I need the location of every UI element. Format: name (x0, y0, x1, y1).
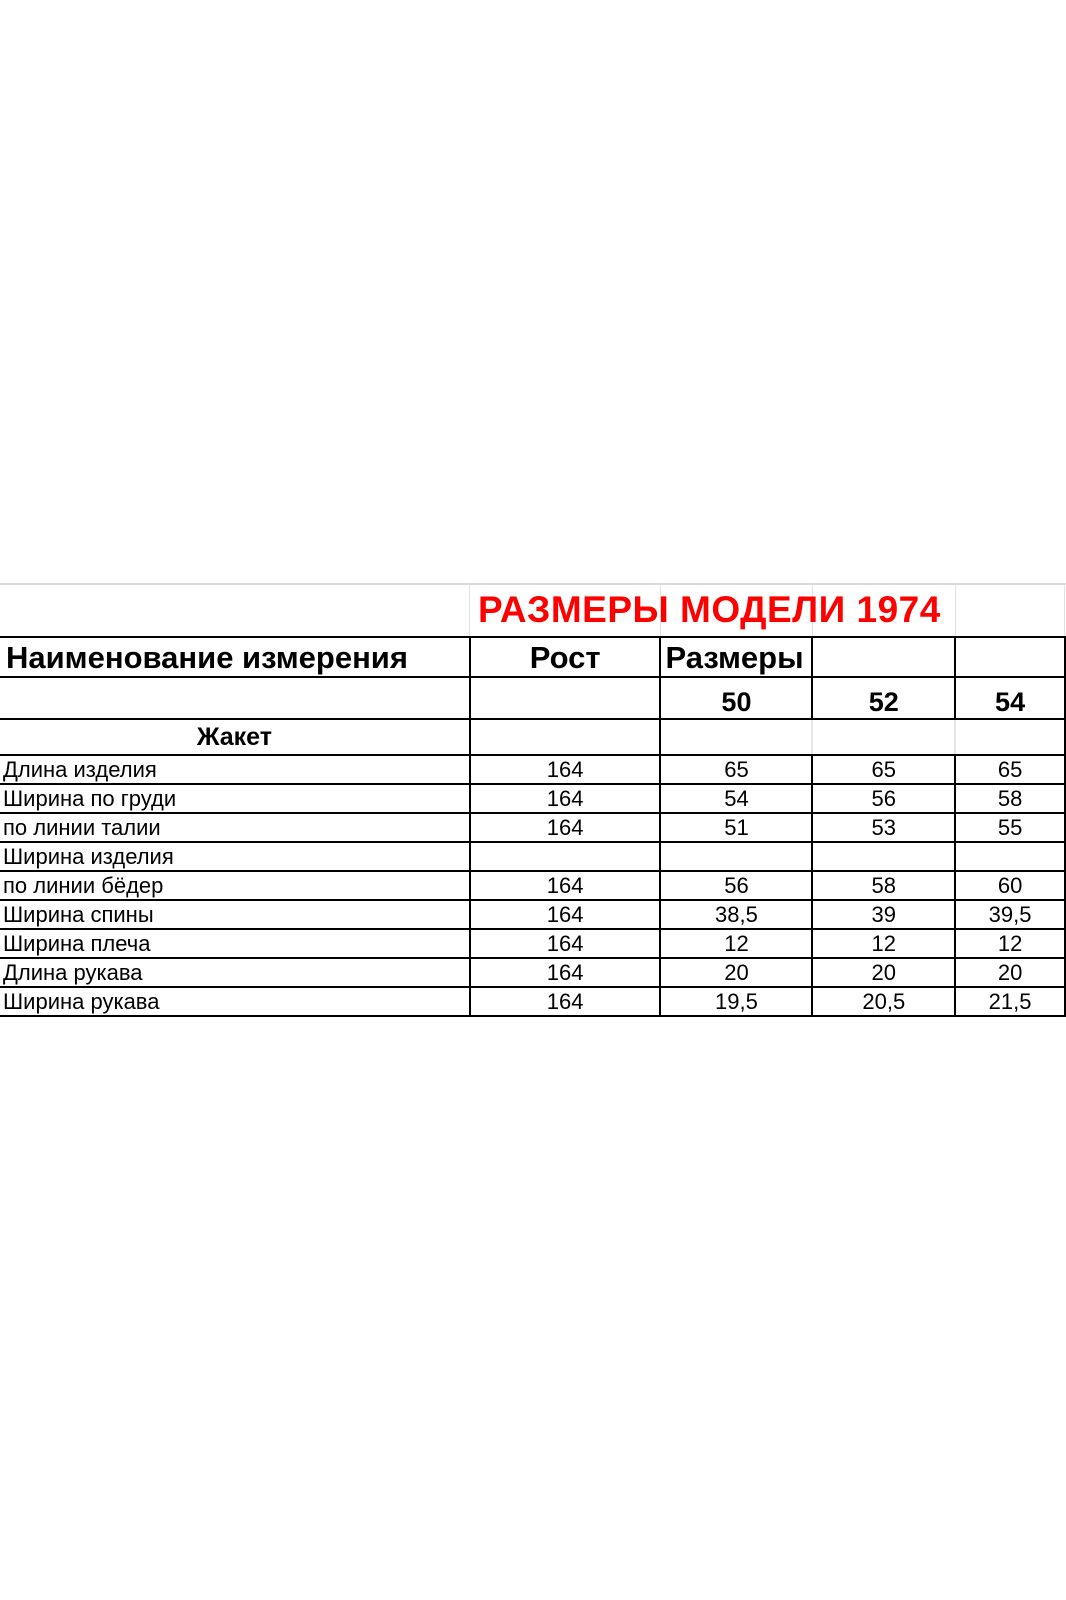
header-height: Рост (470, 637, 661, 677)
row-size-52: 65 (812, 755, 955, 784)
row-size-54: 58 (955, 784, 1065, 813)
table-row (0, 755, 1065, 784)
row-size-52: 20 (812, 958, 955, 987)
header-measurement: Наименование измерения (0, 637, 470, 677)
row-label: Длина изделия (0, 755, 470, 784)
grid-line (1064, 583, 1065, 639)
empty-cell (955, 719, 1065, 755)
row-size-50: 20 (660, 958, 812, 987)
table-row (0, 987, 1065, 1016)
table-row (0, 900, 1065, 929)
section-row (0, 719, 1065, 755)
row-size-50: 38,5 (660, 900, 812, 929)
row-size-52: 56 (812, 784, 955, 813)
row-label: по линии бёдер (0, 871, 470, 900)
row-size-50: 51 (660, 813, 812, 842)
row-height: 164 (470, 813, 661, 842)
row-height: 164 (470, 784, 661, 813)
data-rows (0, 755, 1065, 1016)
size-values-row (0, 677, 1065, 719)
row-size-54: 65 (955, 755, 1065, 784)
row-label: Ширина по груди (0, 784, 470, 813)
row-size-52: 53 (812, 813, 955, 842)
row-label: Ширина изделия (0, 842, 470, 871)
row-size-54: 55 (955, 813, 1065, 842)
row-size-54: 60 (955, 871, 1065, 900)
table-row (0, 871, 1065, 900)
table-row (0, 842, 1065, 871)
row-label: Длина рукава (0, 958, 470, 987)
header-sizes: Размеры (660, 637, 812, 677)
section-title: Жакет (0, 719, 470, 755)
size-52: 52 (812, 677, 955, 719)
row-height: 164 (470, 929, 661, 958)
row-height (470, 842, 661, 871)
table-row (0, 784, 1065, 813)
row-size-50: 56 (660, 871, 812, 900)
grid-top-line (0, 583, 1066, 585)
header-empty-cell (955, 637, 1065, 677)
row-label: Ширина плеча (0, 929, 470, 958)
row-size-50: 54 (660, 784, 812, 813)
row-size-54: 20 (955, 958, 1065, 987)
size-50: 50 (660, 677, 812, 719)
empty-cell (0, 677, 470, 719)
row-size-54: 39,5 (955, 900, 1065, 929)
page-title: РАЗМЕРЫ МОДЕЛИ 1974 (478, 589, 941, 630)
empty-cell (470, 677, 661, 719)
empty-cell (812, 719, 955, 755)
grid-line (955, 583, 956, 639)
row-size-54: 21,5 (955, 987, 1065, 1016)
header-empty-cell (812, 637, 955, 677)
row-height: 164 (470, 871, 661, 900)
table-row (0, 958, 1065, 987)
row-size-50 (660, 842, 812, 871)
row-label: Ширина рукава (0, 987, 470, 1016)
table-row (0, 813, 1065, 842)
row-height: 164 (470, 900, 661, 929)
row-label: по линии талии (0, 813, 470, 842)
row-size-52 (812, 842, 955, 871)
table-row (0, 929, 1065, 958)
row-size-52: 39 (812, 900, 955, 929)
row-size-54 (955, 842, 1065, 871)
row-size-54: 12 (955, 929, 1065, 958)
row-height: 164 (470, 987, 661, 1016)
size-54: 54 (955, 677, 1065, 719)
empty-cell (470, 719, 661, 755)
row-size-52: 20,5 (812, 987, 955, 1016)
row-height: 164 (470, 755, 661, 784)
empty-cell (660, 719, 812, 755)
row-size-50: 19,5 (660, 987, 812, 1016)
row-size-52: 58 (812, 871, 955, 900)
row-label: Ширина спины (0, 900, 470, 929)
row-size-50: 65 (660, 755, 812, 784)
header-row (0, 637, 1065, 677)
row-height: 164 (470, 958, 661, 987)
row-size-50: 12 (660, 929, 812, 958)
grid-line (469, 583, 470, 639)
size-table (0, 636, 1066, 1017)
row-size-52: 12 (812, 929, 955, 958)
